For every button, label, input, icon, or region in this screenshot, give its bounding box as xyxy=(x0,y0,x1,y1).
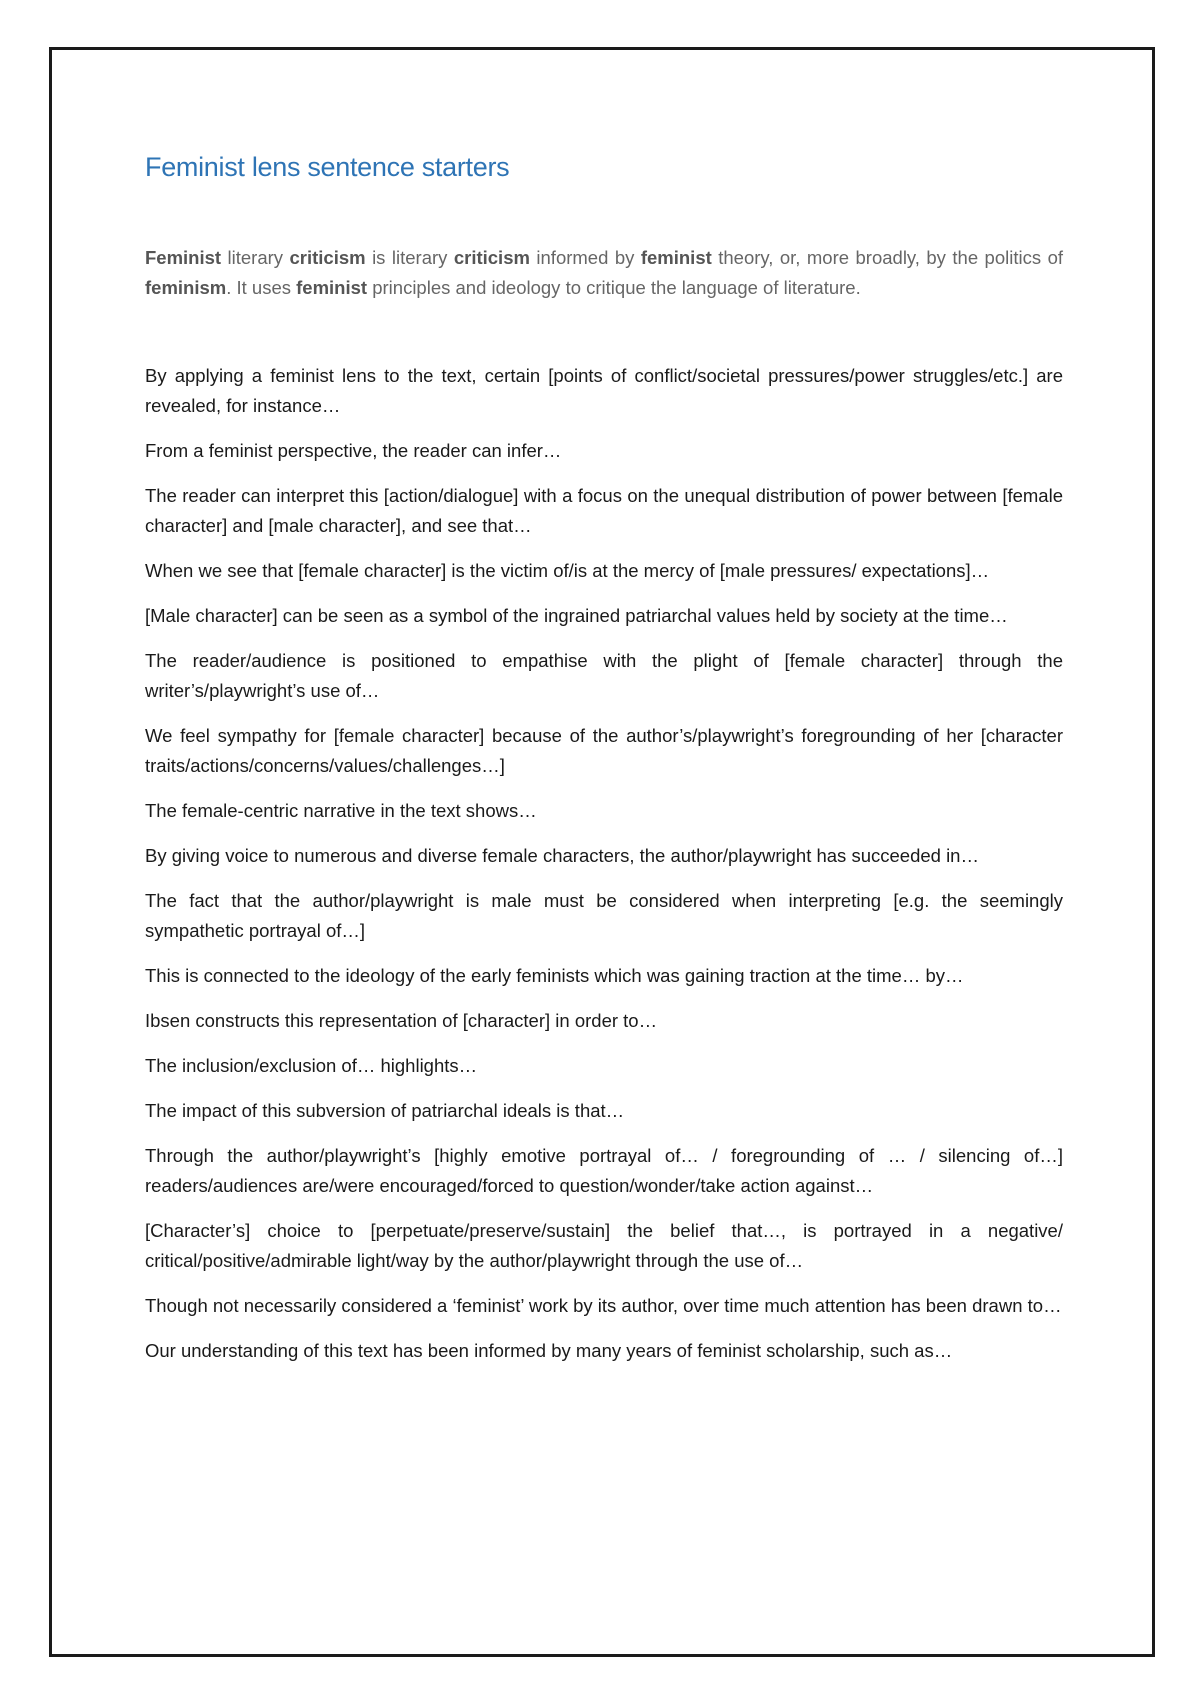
intro-paragraph xyxy=(145,243,1063,303)
sentence-starter: By giving voice to numerous and diverse female characters, the author/playwright has succeeded in… xyxy=(145,845,979,867)
sentence-starter: Ibsen constructs this representation of [character] in order to… xyxy=(145,1010,658,1032)
sentence-starter: This is connected to the ideology of the early feminists which was gaining traction at the time… by… xyxy=(145,965,964,987)
sentence-starter: Though not necessarily considered a ‘feminist’ work by its author, over time much attention has been drawn to… xyxy=(145,1295,1062,1317)
sentence-starter: Through the author/playwright’s [highly emotive portrayal of… / foregrounding of … / silencing of…] readers/audiences are/were encouraged/forced to question/wonder/take action against… xyxy=(145,1145,1063,1197)
sentence-starter: The reader/audience is positioned to empathise with the plight of [female character] through the writer’s/playwright’s use of… xyxy=(145,650,1063,702)
sentence-starter: When we see that [female character] is the victim of/is at the mercy of [male pressures/ expectations]… xyxy=(145,560,990,582)
sentence-starter: [Character’s] choice to [perpetuate/preserve/sustain] the belief that…, is portrayed in a negative/ critical/positive/admirable light/way by the author/playwright through the use of… xyxy=(145,1220,1063,1272)
sentence-starter: Our understanding of this text has been informed by many years of feminist scholarship, such as… xyxy=(145,1340,953,1362)
sentence-starter: We feel sympathy for [female character] because of the author’s/playwright’s foregrounding of her [character traits/actions/concerns/values/challenges…] xyxy=(145,725,1063,777)
sentence-starter: The fact that the author/playwright is male must be considered when interpreting [e.g. the seemingly sympathetic portrayal of…] xyxy=(145,890,1063,942)
intro-segment: criticism xyxy=(289,247,366,269)
intro-segment: literary xyxy=(221,247,290,269)
intro-segment: feminist xyxy=(296,277,368,299)
intro-segment: feminism xyxy=(145,277,227,299)
intro-segment: criticism xyxy=(453,247,530,269)
intro-segment: informed by xyxy=(529,247,641,269)
intro-segment: . It uses xyxy=(226,277,297,299)
page-title: Feminist lens sentence starters xyxy=(145,152,510,182)
sentence-starter: The inclusion/exclusion of… highlights… xyxy=(145,1055,478,1077)
sentence-starter: The female-centric narrative in the text shows… xyxy=(145,800,537,822)
intro-segment: theory, or, more broadly, by the politics of xyxy=(711,247,1063,269)
sentence-starter-list xyxy=(145,361,1063,1366)
document-body xyxy=(145,150,1063,1381)
sentence-starter: From a feminist perspective, the reader can infer… xyxy=(145,440,562,462)
sentence-starter: [Male character] can be seen as a symbol of the ingrained patriarchal values held by society at the time… xyxy=(145,605,1008,627)
sentence-starter: The reader can interpret this [action/dialogue] with a focus on the unequal distribution of power between [female character] and [male character], and see that… xyxy=(145,485,1063,537)
intro-segment: is literary xyxy=(365,247,454,269)
intro-segment: principles and ideology to critique the language of literature. xyxy=(367,277,861,299)
sentence-starter: By applying a feminist lens to the text, certain [points of conflict/societal pressures/power struggles/etc.] are revealed, for instance… xyxy=(145,365,1063,417)
intro-segment: feminist xyxy=(640,247,712,269)
intro-segment: Feminist xyxy=(145,247,222,269)
sentence-starter: The impact of this subversion of patriarchal ideals is that… xyxy=(145,1100,625,1122)
